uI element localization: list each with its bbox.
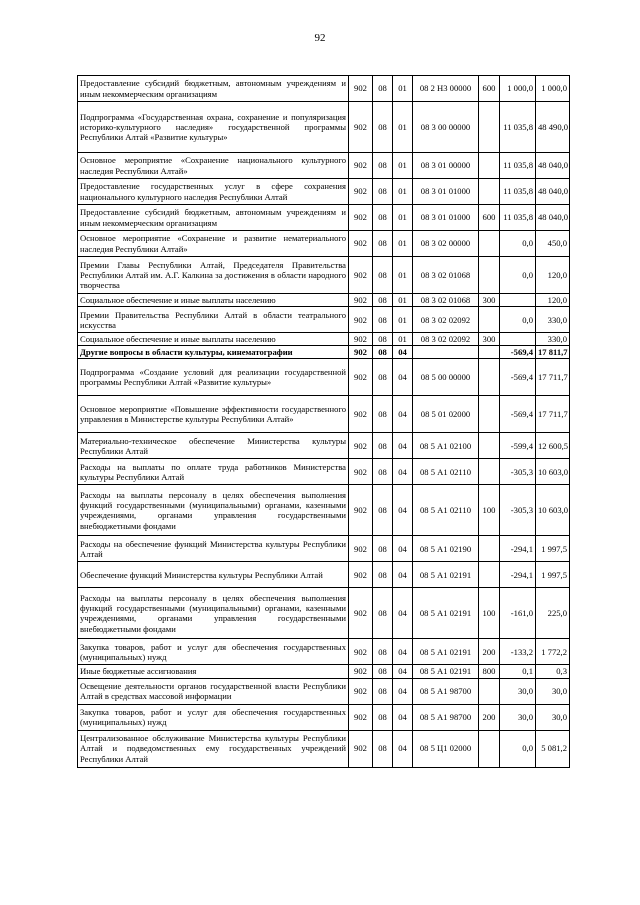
expense-type-code: [479, 153, 500, 179]
target-article-code: 08 5 А1 02191: [413, 639, 479, 665]
subsection-code: 01: [393, 102, 413, 153]
subsection-code: 04: [393, 459, 413, 485]
ministry-code: 902: [349, 231, 373, 257]
expense-type-code: 800: [479, 665, 500, 678]
ministry-code: 902: [349, 665, 373, 678]
ministry-code: 902: [349, 433, 373, 459]
subsection-code: 04: [393, 730, 413, 767]
expense-type-code: 200: [479, 639, 500, 665]
ministry-code: 902: [349, 205, 373, 231]
amount-total: 120,0: [536, 257, 570, 294]
expense-name: Предоставление государственных услуг в сфере сохранения национального культурного наследия Республики Алтай: [78, 179, 349, 205]
table-row: [78, 704, 570, 730]
subsection-code: 04: [393, 588, 413, 639]
subsection-code: 01: [393, 333, 413, 346]
expense-name: Расходы на обеспечение функций Министерства культуры Республики Алтай: [78, 536, 349, 562]
table-row: [78, 433, 570, 459]
amount-total: 48 490,0: [536, 102, 570, 153]
target-article-code: 08 3 00 00000: [413, 102, 479, 153]
table-row: [78, 396, 570, 433]
expense-type-code: [479, 359, 500, 396]
ministry-code: 902: [349, 153, 373, 179]
section-code: 08: [373, 704, 393, 730]
amount-total: 120,0: [536, 294, 570, 307]
subsection-code: 04: [393, 346, 413, 359]
expense-name: Расходы на выплаты персоналу в целях обеспечения выполнения функций государственными (муниципальными) органами, казенными учреждениями, органами управления государственными внебюджетными фондами: [78, 485, 349, 536]
table-row: [78, 307, 570, 333]
subsection-code: 04: [393, 665, 413, 678]
expense-name: Подпрограмма «Создание условий для реализации государственной программы Республики Алтай «Развитие культуры»: [78, 359, 349, 396]
target-article-code: 08 5 А1 02190: [413, 536, 479, 562]
ministry-code: 902: [349, 536, 373, 562]
table-row: [78, 346, 570, 359]
expense-type-code: [479, 562, 500, 588]
expense-name: Расходы на выплаты по оплате труда работников Министерства культуры Республики Алтай: [78, 459, 349, 485]
expense-name: Предоставление субсидий бюджетным, автономным учреждениям и иным некоммерческим организациям: [78, 76, 349, 102]
amount-change: -599,4: [500, 433, 536, 459]
amount-total: 12 600,5: [536, 433, 570, 459]
amount-change: -569,4: [500, 359, 536, 396]
amount-total: 1 000,0: [536, 76, 570, 102]
amount-total: 30,0: [536, 678, 570, 704]
amount-change: 11 035,8: [500, 205, 536, 231]
table-row: [78, 102, 570, 153]
amount-change: 11 035,8: [500, 102, 536, 153]
table-row: [78, 730, 570, 767]
expense-name: Премии Главы Республики Алтай, Председателя Правительства Республики Алтай им. А.Г. Калкина за достижения в области народного творчества: [78, 257, 349, 294]
target-article-code: 08 3 02 00000: [413, 231, 479, 257]
amount-total: 1 997,5: [536, 562, 570, 588]
ministry-code: 902: [349, 257, 373, 294]
subsection-code: 01: [393, 307, 413, 333]
section-code: 08: [373, 346, 393, 359]
amount-total: 1 772,2: [536, 639, 570, 665]
amount-change: -305,3: [500, 459, 536, 485]
page-number: 92: [314, 32, 326, 44]
section-code: 08: [373, 205, 393, 231]
expense-type-code: [479, 257, 500, 294]
ministry-code: 902: [349, 396, 373, 433]
section-code: 08: [373, 294, 393, 307]
subsection-code: 04: [393, 485, 413, 536]
ministry-code: 902: [349, 485, 373, 536]
amount-change: 0,0: [500, 257, 536, 294]
target-article-code: 08 5 А1 98700: [413, 704, 479, 730]
table-row: [78, 205, 570, 231]
expense-type-code: [479, 179, 500, 205]
subsection-code: 01: [393, 76, 413, 102]
expense-type-code: 600: [479, 205, 500, 231]
target-article-code: 08 5 А1 98700: [413, 678, 479, 704]
amount-total: 48 040,0: [536, 205, 570, 231]
amount-change: [500, 294, 536, 307]
section-code: 08: [373, 179, 393, 205]
amount-change: 30,0: [500, 678, 536, 704]
ministry-code: 902: [349, 704, 373, 730]
target-article-code: 08 5 00 00000: [413, 359, 479, 396]
section-code: 08: [373, 665, 393, 678]
expense-type-code: 600: [479, 76, 500, 102]
target-article-code: 08 3 02 02092: [413, 307, 479, 333]
amount-total: 10 603,0: [536, 459, 570, 485]
target-article-code: 08 5 А1 02191: [413, 665, 479, 678]
section-code: 08: [373, 76, 393, 102]
subsection-code: 01: [393, 231, 413, 257]
section-code: 08: [373, 153, 393, 179]
amount-change: -133,2: [500, 639, 536, 665]
subsection-code: 04: [393, 639, 413, 665]
expense-name: Освещение деятельности органов государственной власти Республики Алтай в средствах массовой информации: [78, 678, 349, 704]
target-article-code: 08 3 02 01068: [413, 257, 479, 294]
expense-name: Социальное обеспечение и иные выплаты населению: [78, 333, 349, 346]
expense-type-code: [479, 459, 500, 485]
table-row: [78, 359, 570, 396]
table-row: [78, 257, 570, 294]
expense-type-code: 100: [479, 588, 500, 639]
expense-type-code: 200: [479, 704, 500, 730]
amount-change: 0,0: [500, 730, 536, 767]
subsection-code: 04: [393, 562, 413, 588]
subsection-code: 01: [393, 257, 413, 294]
subsection-code: 01: [393, 179, 413, 205]
expense-type-code: 300: [479, 333, 500, 346]
ministry-code: 902: [349, 678, 373, 704]
ministry-code: 902: [349, 459, 373, 485]
expense-name: Иные бюджетные ассигнования: [78, 665, 349, 678]
amount-change: 11 035,8: [500, 153, 536, 179]
table-row: [78, 459, 570, 485]
amount-total: 0,3: [536, 665, 570, 678]
expense-name: Социальное обеспечение и иные выплаты населению: [78, 294, 349, 307]
amount-change: 1 000,0: [500, 76, 536, 102]
expense-name: Основное мероприятие «Сохранение национального культурного наследия Республики Алтай»: [78, 153, 349, 179]
section-code: 08: [373, 307, 393, 333]
amount-change: -294,1: [500, 536, 536, 562]
amount-total: 30,0: [536, 704, 570, 730]
expense-type-code: 100: [479, 485, 500, 536]
subsection-code: 04: [393, 678, 413, 704]
table-row: [78, 639, 570, 665]
table-row: [78, 294, 570, 307]
amount-total: 17 711,7: [536, 359, 570, 396]
amount-total: 48 040,0: [536, 153, 570, 179]
expense-type-code: [479, 231, 500, 257]
section-code: 08: [373, 257, 393, 294]
amount-total: 5 081,2: [536, 730, 570, 767]
subsection-code: 04: [393, 359, 413, 396]
expense-name: Основное мероприятие «Повышение эффективности государственного управления в Министерстве культуры Республики Алтай»: [78, 396, 349, 433]
ministry-code: 902: [349, 76, 373, 102]
expense-type-code: [479, 536, 500, 562]
expense-type-code: [479, 346, 500, 359]
table-row: [78, 179, 570, 205]
table-row: [78, 231, 570, 257]
expense-type-code: [479, 433, 500, 459]
section-code: 08: [373, 433, 393, 459]
ministry-code: 902: [349, 333, 373, 346]
target-article-code: 08 5 01 02000: [413, 396, 479, 433]
target-article-code: 08 5 А1 02191: [413, 562, 479, 588]
target-article-code: 08 3 02 02092: [413, 333, 479, 346]
target-article-code: 08 5 Ц1 02000: [413, 730, 479, 767]
ministry-code: 902: [349, 102, 373, 153]
expense-type-code: [479, 102, 500, 153]
section-code: 08: [373, 459, 393, 485]
ministry-code: 902: [349, 179, 373, 205]
subsection-code: 04: [393, 536, 413, 562]
expense-name: Премии Правительства Республики Алтай в области театрального искусства: [78, 307, 349, 333]
expense-type-code: [479, 678, 500, 704]
ministry-code: 902: [349, 307, 373, 333]
expense-type-code: [479, 307, 500, 333]
amount-change: 0,0: [500, 307, 536, 333]
target-article-code: 08 3 01 01000: [413, 205, 479, 231]
table-row: [78, 333, 570, 346]
subsection-code: 01: [393, 153, 413, 179]
target-article-code: 08 3 01 01000: [413, 179, 479, 205]
amount-change: 30,0: [500, 704, 536, 730]
target-article-code: 08 5 А1 02110: [413, 459, 479, 485]
amount-total: 17 811,7: [536, 346, 570, 359]
amount-change: 11 035,8: [500, 179, 536, 205]
table-row: [78, 562, 570, 588]
section-code: 08: [373, 536, 393, 562]
target-article-code: 08 2 Н3 00000: [413, 76, 479, 102]
amount-change: [500, 333, 536, 346]
expense-name: Предоставление субсидий бюджетным, автономным учреждениям и иным некоммерческим организациям: [78, 205, 349, 231]
budget-table-body: [78, 76, 570, 768]
amount-total: 10 603,0: [536, 485, 570, 536]
ministry-code: 902: [349, 730, 373, 767]
section-code: 08: [373, 639, 393, 665]
ministry-code: 902: [349, 359, 373, 396]
expense-name: Материально-техническое обеспечение Министерства культуры Республики Алтай: [78, 433, 349, 459]
ministry-code: 902: [349, 346, 373, 359]
target-article-code: 08 3 01 00000: [413, 153, 479, 179]
amount-total: 450,0: [536, 231, 570, 257]
section-code: 08: [373, 333, 393, 346]
amount-change: -569,4: [500, 396, 536, 433]
subsection-code: 04: [393, 433, 413, 459]
expense-name: Подпрограмма «Государственная охрана, сохранение и популяризация историко-культурного наследия» государственной программы Республики Алтай «Развитие культуры»: [78, 102, 349, 153]
section-code: 08: [373, 678, 393, 704]
amount-change: -161,0: [500, 588, 536, 639]
target-article-code: 08 5 А1 02100: [413, 433, 479, 459]
table-row: [78, 536, 570, 562]
amount-change: 0,1: [500, 665, 536, 678]
amount-total: 1 997,5: [536, 536, 570, 562]
table-row: [78, 678, 570, 704]
expense-name: Другие вопросы в области культуры, кинематографии: [78, 346, 349, 359]
table-row: [78, 76, 570, 102]
target-article-code: [413, 346, 479, 359]
section-code: 08: [373, 359, 393, 396]
section-code: 08: [373, 485, 393, 536]
table-row: [78, 485, 570, 536]
amount-total: 330,0: [536, 333, 570, 346]
amount-change: 0,0: [500, 231, 536, 257]
section-code: 08: [373, 588, 393, 639]
section-code: 08: [373, 730, 393, 767]
expense-name: Обеспечение функций Министерства культуры Республики Алтай: [78, 562, 349, 588]
expense-name: Закупка товаров, работ и услуг для обеспечения государственных (муниципальных) нужд: [78, 704, 349, 730]
ministry-code: 902: [349, 294, 373, 307]
table-row: [78, 588, 570, 639]
expense-type-code: [479, 730, 500, 767]
subsection-code: 01: [393, 205, 413, 231]
expense-name: Закупка товаров, работ и услуг для обеспечения государственных (муниципальных) нужд: [78, 639, 349, 665]
ministry-code: 902: [349, 562, 373, 588]
amount-change: -305,3: [500, 485, 536, 536]
amount-change: -294,1: [500, 562, 536, 588]
section-code: 08: [373, 231, 393, 257]
table-row: [78, 153, 570, 179]
section-code: 08: [373, 102, 393, 153]
ministry-code: 902: [349, 588, 373, 639]
expense-name: Расходы на выплаты персоналу в целях обеспечения выполнения функций государственными (муниципальными) органами, казенными учреждениями, органами управления государственными внебюджетными фондами: [78, 588, 349, 639]
amount-total: 48 040,0: [536, 179, 570, 205]
subsection-code: 01: [393, 294, 413, 307]
amount-total: 330,0: [536, 307, 570, 333]
amount-change: -569,4: [500, 346, 536, 359]
target-article-code: 08 3 02 01068: [413, 294, 479, 307]
target-article-code: 08 5 А1 02191: [413, 588, 479, 639]
section-code: 08: [373, 396, 393, 433]
amount-total: 17 711,7: [536, 396, 570, 433]
section-code: 08: [373, 562, 393, 588]
expense-type-code: 300: [479, 294, 500, 307]
expense-name: Централизованное обслуживание Министерства культуры Республики Алтай и подведомственных ему государственных учреждений Республики Алтай: [78, 730, 349, 767]
ministry-code: 902: [349, 639, 373, 665]
subsection-code: 04: [393, 704, 413, 730]
table-row: [78, 665, 570, 678]
budget-table: [77, 75, 570, 768]
subsection-code: 04: [393, 396, 413, 433]
expense-name: Основное мероприятие «Сохранение и развитие нематериального наследия Республики Алтай»: [78, 231, 349, 257]
expense-type-code: [479, 396, 500, 433]
amount-total: 225,0: [536, 588, 570, 639]
target-article-code: 08 5 А1 02110: [413, 485, 479, 536]
